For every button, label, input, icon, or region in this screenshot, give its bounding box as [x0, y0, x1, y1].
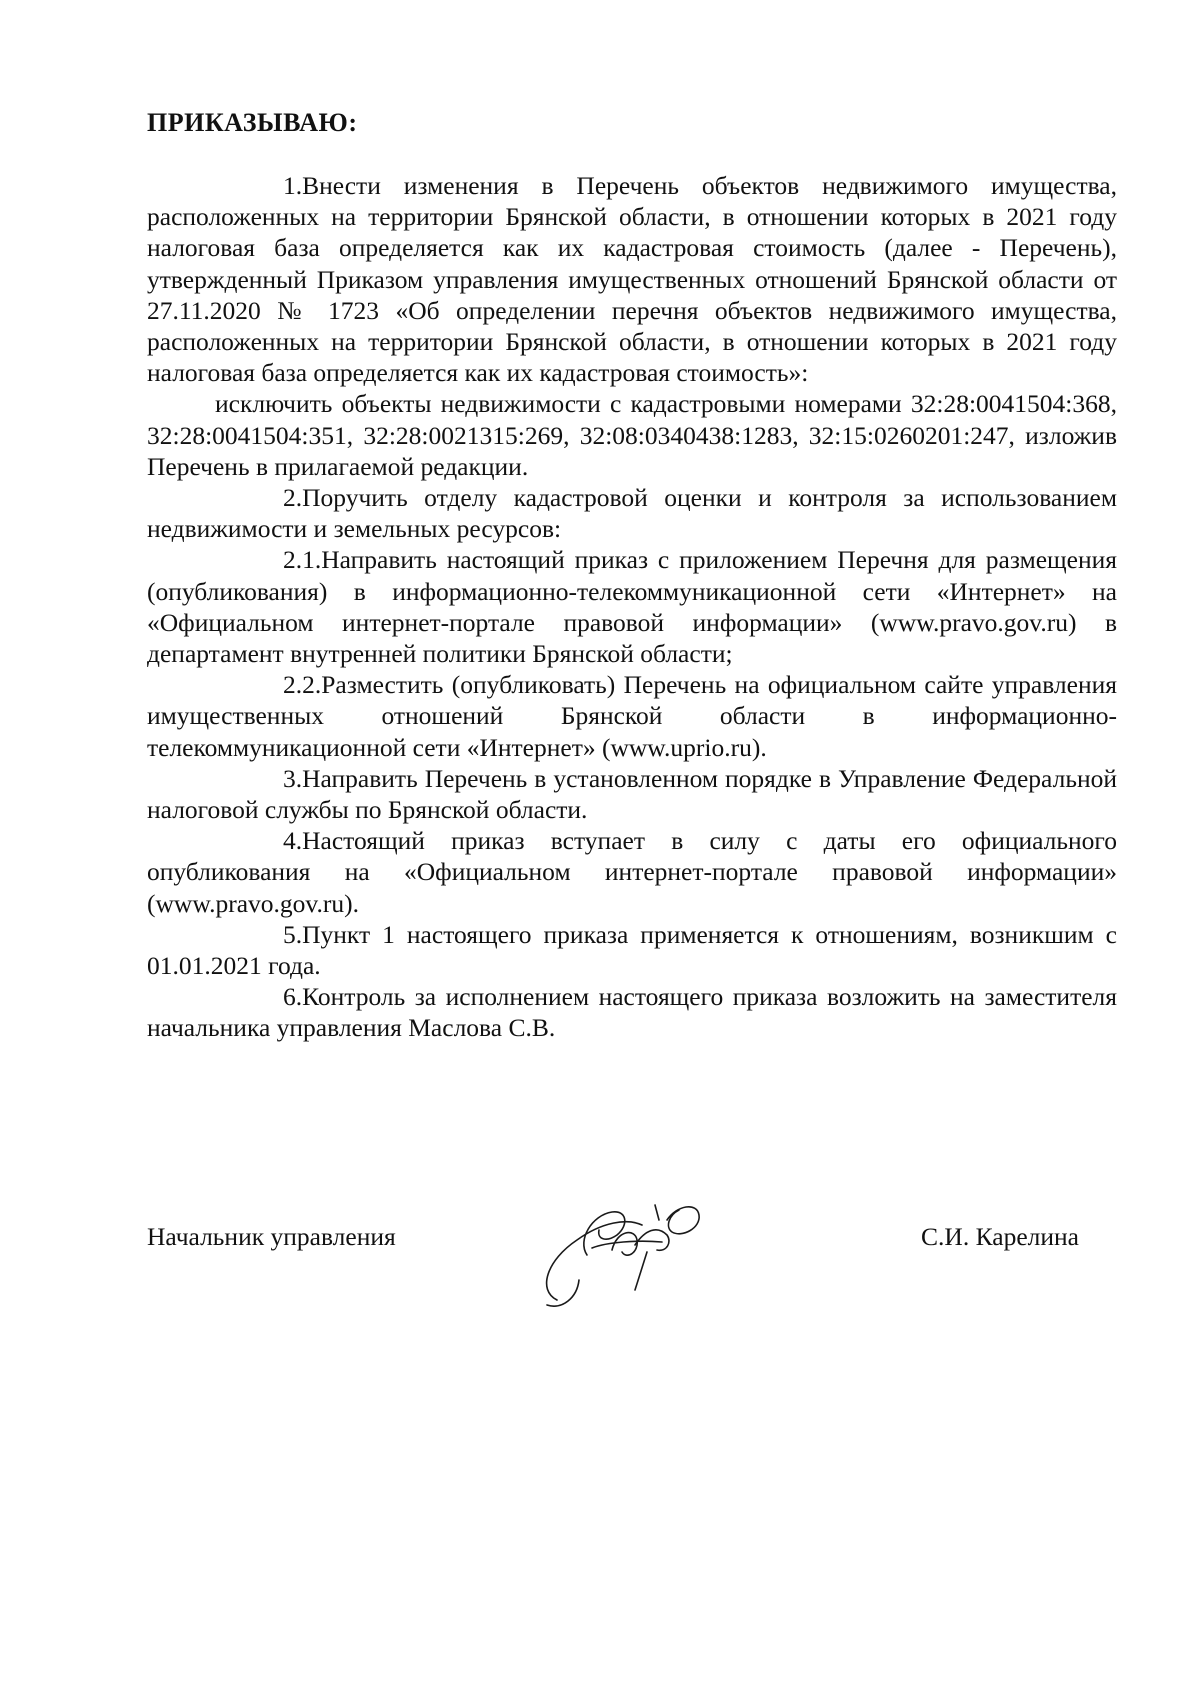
- order-item-2-2: [147, 669, 1117, 763]
- order-item-6: [147, 981, 1117, 1043]
- item-number: 2.: [283, 483, 303, 513]
- signature-block: [147, 1200, 1117, 1330]
- item-text: Пункт 1 настоящего приказа применяется к отношениям, возникшим с 01.01.2021 года.: [147, 919, 1117, 981]
- order-item-5: [147, 919, 1117, 981]
- order-item-4: [147, 825, 1117, 919]
- item-number: 2.2.: [283, 670, 322, 700]
- order-item-3: [147, 763, 1117, 825]
- item-text: Разместить (опубликовать) Перечень на официальном сайте управления имущественных отношений Брянской области в информационно-телекоммуникационной сети «Интернет» (www.uprio.ru).: [147, 670, 1117, 762]
- signatory-position: Начальник управления: [147, 1222, 396, 1251]
- item-text: Направить Перечень в установленном порядке в Управление Федеральной налоговой службы по Брянской области.: [147, 763, 1117, 825]
- handwritten-signature: [517, 1180, 717, 1320]
- item-text: Внести изменения в Перечень объектов недвижимого имущества, расположенных на территории Брянской области, в отношении которых в 2021 году налоговая база определяется как их кадастровая стоимость (далее - Перечень), утвержденный Приказом управления имущественных отношений Брянской области от 27.11.2020 № 1723 «Об определении перечня объектов недвижимого имущества, расположенных на территории Брянской области, в отношении которых в 2021 году налоговая база определяется как их кадастровая стоимость»:: [147, 171, 1117, 388]
- signatory-name: С.И. Карелина: [921, 1222, 1079, 1251]
- item-text: исключить объекты недвижимости с кадастровыми номерами 32:28:0041504:368, 32:28:0041504:351, 32:28:0021315:269, 32:08:0340438:1283, 32:15:0260201:247, изложив Перечень в прилагаемой редакции.: [147, 389, 1117, 481]
- item-number: 6.: [283, 982, 303, 1012]
- order-body: [147, 170, 1117, 1044]
- item-text: Настоящий приказ вступает в силу с даты его официального опубликования на «Официальном интернет-портале правовой информации» (www.pravo.gov.ru).: [147, 826, 1117, 918]
- order-heading: ПРИКАЗЫВАЮ:: [147, 108, 358, 137]
- item-number: 2.1.: [283, 545, 322, 575]
- item-text: Направить настоящий приказ с приложением Перечня для размещения (опубликования) в информационно-телекоммуникационной сети «Интернет» на «Официальном интернет-портале правовой информации» (www.pravo.gov.ru) в департамент внутренней политики Брянской области;: [147, 545, 1117, 669]
- item-number: 4.: [283, 826, 303, 856]
- item-number: 3.: [283, 763, 303, 793]
- item-text: Поручить отделу кадастровой оценки и контроля за использованием недвижимости и земельных ресурсов:: [147, 483, 1117, 544]
- order-item-1: [147, 170, 1117, 388]
- order-item-2-1: [147, 544, 1117, 669]
- item-number: 1.: [283, 171, 303, 200]
- item-text: Контроль за исполнением настоящего приказа возложить на заместителя начальника управления Маслова С.В.: [147, 982, 1117, 1043]
- order-item-1-continuation: [147, 388, 1117, 482]
- order-item-2: [147, 482, 1117, 544]
- item-number: 5.: [283, 919, 303, 949]
